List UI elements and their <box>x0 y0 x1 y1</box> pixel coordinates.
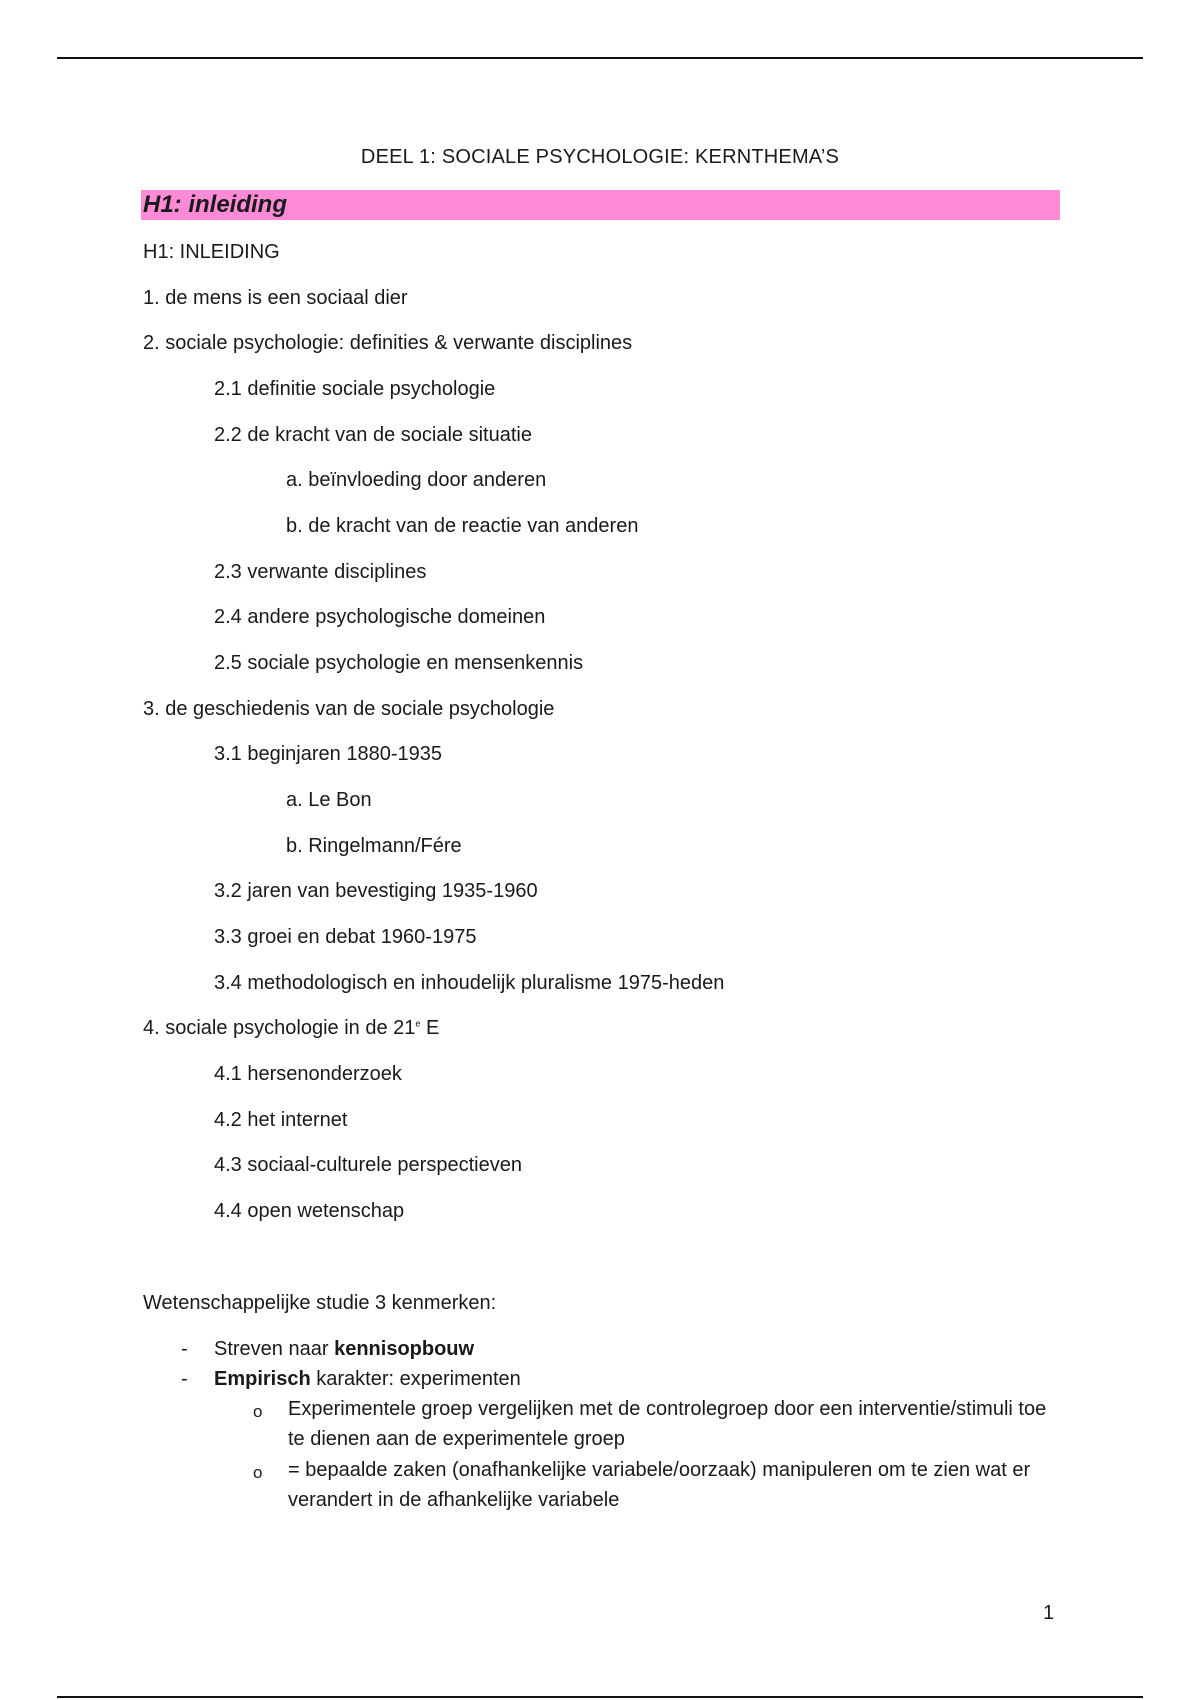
toc-item-21st-century <box>143 1016 439 1040</box>
toc-subitem: 2.4 andere psychologische domeinen <box>214 606 546 628</box>
bullet-item <box>214 1337 474 1361</box>
bottom-rule <box>57 1696 1143 1698</box>
circle-bullet: o <box>253 1402 263 1421</box>
toc-subitem: 4.2 het internet <box>214 1109 348 1131</box>
toc-subitem: 3.3 groei en debat 1960-1975 <box>214 926 477 948</box>
toc-subitem: 2.3 verwante disciplines <box>214 561 427 583</box>
circle-bullet: o <box>253 1463 263 1482</box>
toc-item-prefix: 4. sociale psychologie in de 21 <box>143 1017 416 1039</box>
page-number: 1 <box>1043 1602 1055 1624</box>
toc-subitem: 4.4 open wetenschap <box>214 1200 405 1222</box>
study-intro: Wetenschappelijke studie 3 kenmerken: <box>143 1292 497 1314</box>
document-title: DEEL 1: SOCIALE PSYCHOLOGIE: KERNTHEMA’S <box>360 146 840 168</box>
toc-subsubitem: b. Ringelmann/Fére <box>286 835 462 857</box>
bullet-text: Streven naar <box>214 1338 335 1360</box>
toc-item-suffix: E <box>420 1017 440 1039</box>
toc-item: 2. sociale psychologie: definities & verwante disciplines <box>143 332 633 354</box>
toc-title: H1: INLEIDING <box>143 241 280 263</box>
toc-subsubitem: a. Le Bon <box>286 789 372 811</box>
top-rule <box>57 57 1143 59</box>
bullet-item <box>214 1367 521 1391</box>
bullet-bold: Empirisch <box>214 1368 311 1390</box>
toc-subitem: 2.5 sociale psychologie en mensenkennis <box>214 652 584 674</box>
toc-item: 3. de geschiedenis van de sociale psychologie <box>143 698 555 720</box>
bullet-text: karakter: experimenten <box>310 1368 521 1390</box>
bullet-bold: kennisopbouw <box>334 1338 475 1360</box>
chapter-heading: H1: inleiding <box>143 191 287 218</box>
dash-bullet: - <box>181 1368 188 1390</box>
toc-subitem: 3.4 methodologisch en inhoudelijk pluralisme 1975-heden <box>214 972 725 994</box>
toc-subsubitem: a. beïnvloeding door anderen <box>286 469 547 491</box>
toc-subitem: 2.2 de kracht van de sociale situatie <box>214 424 532 446</box>
toc-subitem: 2.1 definitie sociale psychologie <box>214 378 496 400</box>
toc-subitem: 3.2 jaren van bevestiging 1935-1960 <box>214 880 538 902</box>
toc-item: 1. de mens is een sociaal dier <box>143 287 408 309</box>
toc-subitem: 4.1 hersenonderzoek <box>214 1063 402 1085</box>
toc-subitem: 3.1 beginjaren 1880-1935 <box>214 743 442 765</box>
sub-bullet-item: Experimentele groep vergelijken met de controlegroep door een interventie/stimuli toe te dienen aan de experimentele groep <box>288 1398 1047 1450</box>
superscript-e: e <box>415 1018 421 1029</box>
toc-subitem: 4.3 sociaal-culturele perspectieven <box>214 1154 522 1176</box>
sub-bullet-item: = bepaalde zaken (onafhankelijke variabele/oorzaak) manipuleren om te zien wat er verandert in de afhankelijke variabele <box>288 1459 1031 1511</box>
chapter-heading-highlight <box>141 190 1060 220</box>
toc-subsubitem: b. de kracht van de reactie van anderen <box>286 515 639 537</box>
dash-bullet: - <box>181 1338 188 1360</box>
